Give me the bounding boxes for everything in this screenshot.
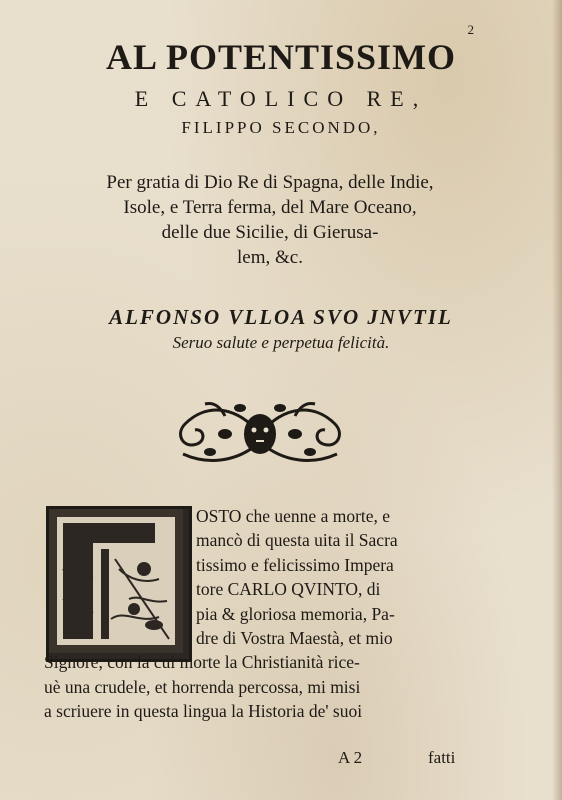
title-line-2: E CATOLICO RE,: [134, 86, 428, 111]
printers-ornament: [165, 394, 355, 468]
intro-line: Isole, e Terra ferma, del Mare Oceano,: [123, 197, 417, 218]
body-line: mancò di questa uita il Sacra: [196, 530, 398, 551]
body-line: tissimo e felicissimo Impera: [196, 554, 394, 575]
title-line-3: FILIPPO SECONDO,: [181, 118, 381, 137]
body-line: a scriuere in questa lingua la Historia de' suoi: [44, 701, 363, 722]
intro-block: [40, 170, 500, 270]
greeting-line: Seruo salute e perpetua felicità.: [172, 333, 390, 352]
body-line: tore CARLO QVINTO, di: [196, 579, 381, 600]
title-line-1: AL POTENTISSIMO: [105, 37, 457, 77]
signature-mark: A 2: [338, 748, 363, 767]
body-line: uè una crudele, et horrenda percossa, mi misi: [44, 676, 361, 697]
folio-number: 2: [467, 22, 474, 37]
catchword: fatti: [428, 748, 456, 767]
sender-line: ALFONSO VLLOA SVO JNVTIL: [109, 305, 453, 329]
body-line: OSTO che uenne a morte, e: [196, 506, 391, 526]
intro-line: Per gratia di Dio Re di Spagna, delle Indie,: [106, 172, 434, 193]
intro-line: lem, &c.: [237, 247, 303, 268]
body-line: pia & gloriosa memoria, Pa-: [196, 603, 395, 624]
intro-line: delle due Sicilie, di Gierusa-: [161, 222, 379, 243]
body-line: Signore, con la cui morte la Christianità rice-: [44, 652, 360, 673]
body-line: dre di Vostra Maestà, et mio: [196, 627, 393, 648]
body-text: [44, 504, 484, 724]
